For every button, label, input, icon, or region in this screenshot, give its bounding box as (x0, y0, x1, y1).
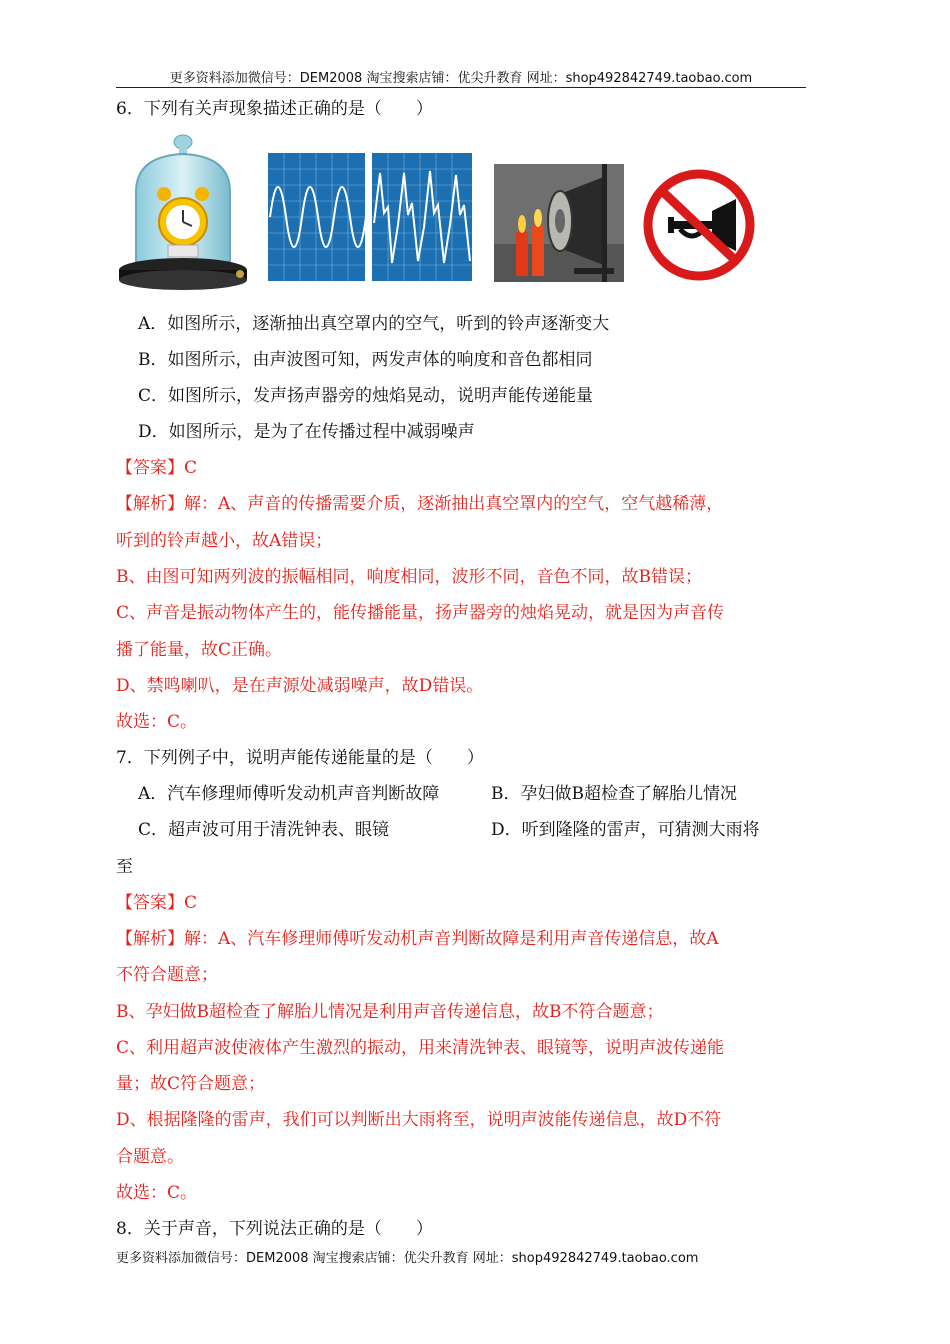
q6-answer: 【答案】C (116, 458, 198, 478)
q6-explanation-4: C、声音是振动物体产生的，能传播能量，扬声器旁的烛焰晃动，就是因为声音传 (116, 603, 725, 623)
q7-explanation-4: C、利用超声波使液体产生激烈的振动，用来清洗钟表、眼镜等，说明声波传递能 (116, 1038, 725, 1058)
no-horn-sign-figure (640, 169, 758, 281)
q6-option-d: D．如图所示，是为了在传播过程中减弱噪声 (138, 422, 475, 442)
q7-option-d: D．听到隆隆的雷声，可猜测大雨将 (491, 820, 760, 840)
q6-explanation-1-text: 解：A、声音的传播需要介质，逐渐抽出真空罩内的空气，空气越稀薄， (184, 494, 724, 514)
q6-explanation-5: 播了能量，故C正确。 (116, 640, 283, 660)
q7-option-b: B．孕妇做B超检查了解胎儿情况 (491, 784, 737, 804)
bell-jar-figure (116, 132, 250, 294)
q6-stem: 6．下列有关声现象描述正确的是（ ） (116, 99, 433, 119)
q6-option-b: B．如图所示，由声波图可知，两发声体的响度和音色都相同 (138, 350, 593, 370)
q6-option-a: A．如图所示，逐渐抽出真空罩内的空气，听到的铃声逐渐变大 (138, 314, 610, 334)
q8-stem: 8．关于声音，下列说法正确的是（ ） (116, 1219, 433, 1239)
waveform-panel-left (268, 153, 366, 281)
explanation-label: 【解析】 (116, 494, 184, 514)
header-rule (116, 87, 806, 88)
q7-option-c: C．超声波可用于清洗钟表、眼镜 (138, 820, 390, 840)
page-footer: 更多资料添加微信号：DEM2008 淘宝搜索店铺：优尖升教育 网址：shop492842749.taobao.com (116, 1251, 699, 1266)
q6-explanation-6: D、禁鸣喇叭，是在声源处减弱噪声，故D错误。 (116, 676, 484, 696)
q7-explanation-2: 不符合题意； (116, 965, 218, 985)
q7-choose: 故选：C。 (116, 1183, 198, 1203)
q7-explanation-6: D、根据隆隆的雷声，我们可以判断出大雨将至，说明声波能传递信息，故D不符 (116, 1110, 722, 1130)
q6-explanation-1 (116, 493, 723, 515)
speaker-candle-figure (494, 164, 624, 282)
q7-explanation-1 (116, 928, 719, 950)
q6-explanation-3: B、由图可知两列波的振幅相同，响度相同，波形不同，音色不同，故B错误； (116, 567, 702, 587)
explanation-label: 【解析】 (116, 929, 184, 949)
q6-choose: 故选：C。 (116, 712, 198, 732)
q7-option-d-continued: 至 (116, 857, 133, 877)
q7-answer: 【答案】C (116, 893, 198, 913)
q7-explanation-5: 量；故C符合题意； (116, 1074, 266, 1094)
q7-explanation-3: B、孕妇做B超检查了解胎儿情况是利用声音传递信息，故B不符合题意； (116, 1002, 664, 1022)
q7-explanation-7: 合题意。 (116, 1147, 184, 1167)
q6-explanation-2: 听到的铃声越小，故A错误； (116, 531, 333, 551)
q7-option-a: A．汽车修理师傅听发动机声音判断故障 (138, 784, 440, 804)
page-header: 更多资料添加微信号：DEM2008 淘宝搜索店铺：优尖升教育 网址：shop492842749.taobao.com (169, 71, 753, 86)
q7-stem: 7．下列例子中，说明声能传递能量的是（ ） (116, 748, 484, 768)
waveform-panel-right (372, 153, 472, 281)
waveform-figure (268, 153, 472, 281)
q7-explanation-1-text: 解：A、汽车修理师傅听发动机声音判断故障是利用声音传递信息，故A (184, 929, 719, 949)
q6-option-c: C．如图所示，发声扬声器旁的烛焰晃动，说明声能传递能量 (138, 386, 594, 406)
